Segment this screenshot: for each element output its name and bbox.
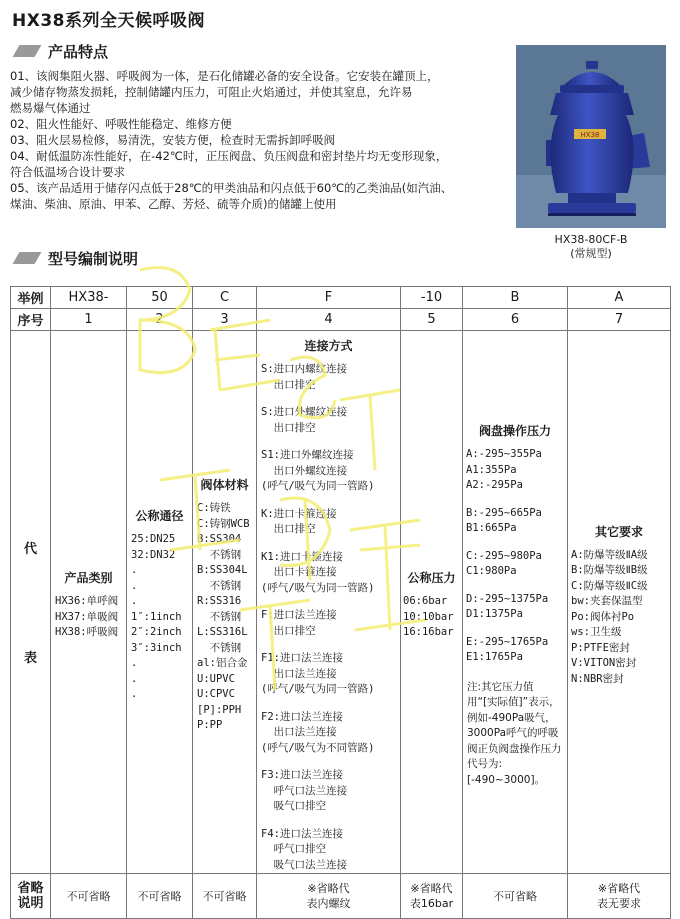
material-item: B:SS304L xyxy=(197,564,248,577)
col-header: 其它要求 xyxy=(594,524,643,539)
size-item: . xyxy=(131,672,138,685)
disc-pressure-item: C1:980Pa xyxy=(466,565,517,577)
size-item: . xyxy=(131,657,138,670)
represent-label-char: 代 xyxy=(23,542,37,557)
size-cell xyxy=(127,331,193,874)
other-requirement-item: B:防爆等级ⅡB级 xyxy=(571,564,648,577)
sequence-row xyxy=(11,309,671,331)
disc-pressure-list xyxy=(463,447,567,666)
sequence-label: 序号 xyxy=(11,309,51,331)
sequence-number: 6 xyxy=(463,309,568,331)
example-value: HX38- xyxy=(51,287,127,309)
connection-item: (呼气/吸气为同一管路) xyxy=(261,683,375,695)
sequence-number: 1 xyxy=(51,309,127,331)
connection-item: 出口排空 xyxy=(261,523,316,535)
connection-item: S1:进口外螺纹连接 xyxy=(261,449,354,461)
example-value: A xyxy=(568,287,671,309)
omit-note: 不可省略 xyxy=(193,874,257,919)
connection-cell xyxy=(257,331,401,874)
connection-item: K1:进口卡箍连接 xyxy=(261,550,343,563)
connection-item: F1:进口法兰连接 xyxy=(261,652,343,664)
feature-line: 减少储存物蒸发损耗，控制储罐内压力，可阻止火焰通过，并使其窒息，允许易 xyxy=(10,85,413,99)
feature-line: 04、耐低温防冻性能好，在-42℃时，正压阀盘、负压阀盘和密封垫片均无变形现象， xyxy=(10,149,448,163)
other-requirement-item: A:防爆等级ⅡA级 xyxy=(571,548,648,561)
material-item: al:铝合金 xyxy=(197,657,248,670)
connection-item: F4:进口法兰连接 xyxy=(261,827,343,840)
omit-note-line: ※省略代 xyxy=(597,882,641,895)
omit-note xyxy=(401,874,463,919)
other-requirement-item: bw:夹套保温型 xyxy=(571,595,643,608)
example-label: 举例 xyxy=(11,287,51,309)
omit-note-line: ※省略代 xyxy=(410,882,453,895)
connection-item: F:进口法兰连接 xyxy=(261,609,337,621)
other-requirement-item: ws:卫生级 xyxy=(571,626,622,639)
features-list xyxy=(10,68,488,212)
other-requirement-item: N:NBR密封 xyxy=(571,672,624,685)
omit-note xyxy=(257,874,401,919)
omit-note: 不可省略 xyxy=(127,874,193,919)
size-item: 3″:3inch xyxy=(131,641,182,654)
sequence-number: 7 xyxy=(568,309,671,331)
connection-item: 吸气口排空 xyxy=(261,800,327,812)
photo-model-code: HX38-80CF-B xyxy=(554,233,628,246)
connection-item: 出口法兰连接 xyxy=(261,726,337,738)
other-requirements-list xyxy=(568,548,670,688)
model-code-table xyxy=(10,286,671,919)
features-heading: 产品特点 xyxy=(48,42,109,61)
example-value: C xyxy=(193,287,257,309)
connection-item: 出口卡箍连接 xyxy=(261,566,337,578)
disc-pressure-item: D:-295~1375Pa xyxy=(466,592,549,605)
size-item: 2″:2inch xyxy=(131,626,182,639)
connection-item: K:进口卡箍连接 xyxy=(261,507,337,520)
disc-pressure-item: A2:-295Pa xyxy=(466,479,523,491)
col-header: 阀盘操作压力 xyxy=(478,424,551,438)
col-header: 阀体材料 xyxy=(200,478,249,493)
material-item: L:SS316L xyxy=(197,626,248,639)
sequence-number: 3 xyxy=(193,309,257,331)
breather-valve-image xyxy=(516,45,666,228)
sequence-number: 4 xyxy=(257,309,401,331)
omit-note-line: 表16bar xyxy=(409,897,454,910)
material-item: R:SS316 xyxy=(197,595,242,608)
feature-line: 05、该产品适用于储存闪点低于28℃的甲类油品和闪点低于60℃的乙类油品(如汽油、 xyxy=(10,181,453,195)
connection-item: F3:进口法兰连接 xyxy=(261,769,343,781)
other-requirements-cell xyxy=(568,331,671,874)
product-photo xyxy=(516,45,666,228)
model-section-header xyxy=(10,247,138,269)
pressure-item: 06:6bar xyxy=(403,595,448,608)
disc-pressure-item: D1:1375Pa xyxy=(466,608,523,620)
section-bar-icon xyxy=(13,45,42,57)
material-item: B:SS304 xyxy=(197,533,242,546)
feature-line: 01、该阀集阻火器、呼吸阀为一体，是石化储罐必备的安全设备。它安装在罐顶上， xyxy=(10,69,439,83)
product-type-item: HX38:呼吸阀 xyxy=(55,626,119,639)
connection-item: (呼气/吸气为不同管路) xyxy=(261,741,375,754)
section-bar-icon xyxy=(13,252,42,264)
model-heading: 型号编制说明 xyxy=(48,249,139,268)
size-item: . xyxy=(131,595,138,608)
example-value: 50 xyxy=(127,287,193,309)
feature-line: 03、阻火层易检修，易清洗，安装方便，检查时无需拆卸呼吸阀 xyxy=(10,133,336,147)
material-item: 不锈钢 xyxy=(197,548,242,561)
connection-item: 出口法兰连接 xyxy=(261,667,337,680)
material-item: C:铸铁 xyxy=(197,502,231,515)
omit-row xyxy=(11,874,671,919)
connection-item: 出口排空 xyxy=(261,421,316,434)
product-type-cell xyxy=(51,331,127,874)
material-item: 不锈钢 xyxy=(197,610,242,623)
sequence-number: 5 xyxy=(401,309,463,331)
size-item: . xyxy=(131,564,138,577)
svg-text:HX38: HX38 xyxy=(580,131,600,139)
disc-pressure-item: A:-295~355Pa xyxy=(466,448,542,460)
size-item: 25:DN25 xyxy=(131,533,176,546)
material-item: U:UPVC xyxy=(197,672,235,685)
feature-line: 燃易爆气体通过 xyxy=(10,101,91,115)
connection-item: 呼气口排空 xyxy=(261,843,327,855)
omit-note: 不可省略 xyxy=(51,874,127,919)
photo-caption xyxy=(516,233,666,261)
represent-row xyxy=(11,331,671,874)
omit-label-line: 说明 xyxy=(17,896,44,911)
represent-label-char: 表 xyxy=(23,651,37,666)
connection-item: F2:进口法兰连接 xyxy=(261,710,343,723)
example-row xyxy=(11,287,671,309)
product-type-list xyxy=(51,594,126,641)
omit-note xyxy=(568,874,671,919)
example-value: F xyxy=(257,287,401,309)
disc-pressure-item: A1:355Pa xyxy=(466,463,517,476)
connection-item: 出口排空 xyxy=(261,624,316,637)
omit-note-line: 表内螺纹 xyxy=(306,897,351,910)
size-item: 32:DN32 xyxy=(131,548,176,561)
omit-label-line: 省略 xyxy=(17,881,44,896)
photo-model-type: (常规型) xyxy=(570,247,612,260)
omit-label xyxy=(11,874,51,919)
disc-pressure-item: B:-295~665Pa xyxy=(466,506,542,519)
product-type-item: HX37:单吸阀 xyxy=(55,610,119,623)
connection-item: (呼气/吸气为同一管路) xyxy=(261,480,375,492)
material-item: U:CPVC xyxy=(197,688,235,701)
omit-note: 不可省略 xyxy=(463,874,568,919)
disc-pressure-item: E1:1765Pa xyxy=(466,651,523,663)
pressure-item: 10:10bar xyxy=(403,610,454,623)
example-value: -10 xyxy=(401,287,463,309)
other-requirement-item: C:防爆等级ⅡC级 xyxy=(571,579,648,592)
omit-note-line: 表无要求 xyxy=(597,897,641,910)
features-section-header xyxy=(10,40,108,62)
connection-list xyxy=(257,362,400,873)
feature-line: 符合低温场合设计要求 xyxy=(10,165,125,179)
col-header: 公称压力 xyxy=(407,571,456,586)
col-header: 产品类别 xyxy=(64,571,113,586)
other-requirement-item: V:VITON密封 xyxy=(571,657,637,670)
disc-pressure-item: B1:665Pa xyxy=(466,522,517,534)
represent-label xyxy=(11,331,51,874)
example-value: B xyxy=(463,287,568,309)
product-type-item: HX36:单呼阀 xyxy=(55,595,119,608)
connection-item: S:进口外螺纹连接 xyxy=(261,406,348,418)
sequence-number: 2 xyxy=(127,309,193,331)
pressure-list xyxy=(401,594,462,641)
size-item: 1″:1inch xyxy=(131,610,182,623)
connection-item: 呼气口法兰连接 xyxy=(261,784,348,797)
disc-pressure-item: C:-295~980Pa xyxy=(466,549,542,562)
page-title: HX38系列全天候呼吸阀 xyxy=(12,11,205,31)
material-item: P:PP xyxy=(197,719,223,732)
other-requirement-item: Po:阀体衬Po xyxy=(571,610,635,623)
connection-item: (呼气/吸气为同一管路) xyxy=(261,581,375,594)
connection-item: 出口排空 xyxy=(261,378,316,391)
size-item: . xyxy=(131,688,138,701)
feature-line: 煤油、柴油、原油、甲苯、乙醇、芳烃、硫等介质)的储罐上使用 xyxy=(10,197,337,211)
feature-line: 02、阻火性能好、呼吸性能稳定、维修方便 xyxy=(10,117,232,131)
pressure-item: 16:16bar xyxy=(403,626,454,639)
disc-pressure-cell xyxy=(463,331,568,874)
material-item: [P]:PPH xyxy=(197,703,242,716)
disc-pressure-note: 注:其它压力值用“[实际值]”表示，例如-490Pa吸气，3000Pa呼气的呼吸阀正负阀盘操作压力代号为:[-490~3000]。 xyxy=(467,680,562,786)
col-header: 连接方式 xyxy=(304,339,353,353)
connection-item: 出口外螺纹连接 xyxy=(261,464,348,477)
material-item: 不锈钢 xyxy=(197,579,242,592)
other-requirement-item: P:PTFE密封 xyxy=(571,641,630,654)
material-cell xyxy=(193,331,257,874)
pressure-cell xyxy=(401,331,463,874)
connection-item: 吸气口法兰连接 xyxy=(261,858,348,871)
connection-item: S:进口内螺纹连接 xyxy=(261,363,348,375)
material-list xyxy=(193,501,256,734)
size-item: . xyxy=(131,579,138,592)
size-list xyxy=(127,532,192,703)
omit-note-line: ※省略代 xyxy=(307,882,350,895)
disc-pressure-item: E:-295~1765Pa xyxy=(466,635,549,648)
material-item: 不锈钢 xyxy=(197,641,242,654)
material-item: C:铸钢WCB xyxy=(197,517,250,530)
col-header: 公称通径 xyxy=(135,509,184,524)
